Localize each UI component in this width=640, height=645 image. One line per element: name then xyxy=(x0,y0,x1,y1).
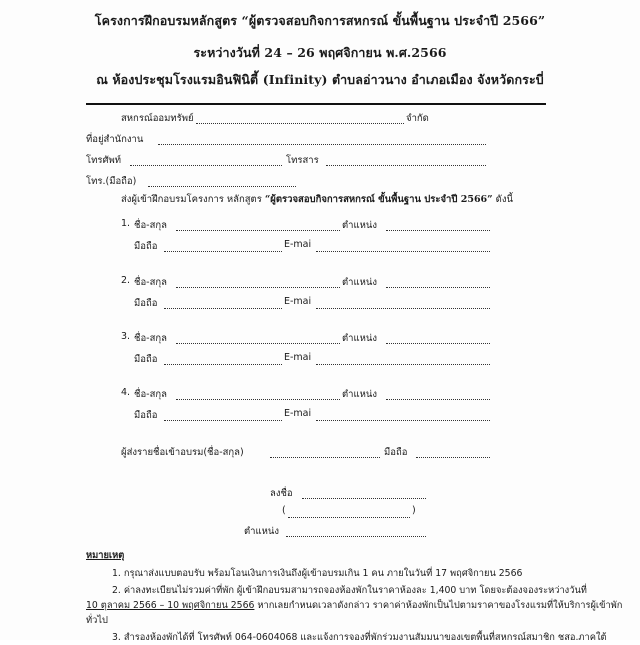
participant-3-name-label: ชื่อ-สกุล xyxy=(134,333,167,344)
participant-2-position-label: ตำแหน่ง xyxy=(342,277,378,288)
note-2-line-2 xyxy=(86,598,622,613)
participant-3-mobile-label: มือถือ xyxy=(134,354,158,365)
intro-lead: ส่งผู้เข้าฝึกอบรมโครงการ หลักสูตร xyxy=(121,194,262,205)
note-2-rest: หากเลยกำหนดเวลาดังกล่าว ราคาค่าห้องพักเป็นไปตามราคาของโรงแรมที่ให้บริการผู้เข้าพัก xyxy=(257,600,623,611)
participant-2-email-field[interactable] xyxy=(316,308,490,309)
signer-position-field[interactable] xyxy=(286,536,426,537)
phone-label: โทรศัพท์ xyxy=(86,155,122,166)
participant-2-email-label: E-mai xyxy=(284,296,312,307)
participant-3-email-field[interactable] xyxy=(316,364,490,365)
participant-1-email-field[interactable] xyxy=(316,251,490,252)
address-field[interactable] xyxy=(158,144,486,145)
participant-3-mobile-field[interactable] xyxy=(164,364,282,365)
participant-1-email-label: E-mai xyxy=(284,239,312,250)
participant-2-mobile-label: มือถือ xyxy=(134,298,158,309)
fax-label: โทรสาร xyxy=(286,155,319,166)
participant-1-name-label: ชื่อ-สกุล xyxy=(134,220,167,231)
participant-1-name-field[interactable] xyxy=(176,230,340,231)
note-1: 1. กรุณาส่งแบบตอบรับ พร้อมโอนเงินการเงินถึงผู้เข้าอบรมเกิน 1 คน ภายในวันที่ 17 พฤศจิกายน 2566 xyxy=(112,568,523,579)
sender-label: ผู้ส่งรายชื่อเข้าอบรม(ชื่อ-สกุล) xyxy=(121,447,244,458)
participant-3-email-label: E-mai xyxy=(284,352,312,363)
form-date-line: ระหว่างวันที่ 24 – 26 พฤศจิกายน พ.ศ.2566 xyxy=(193,45,447,60)
sender-mobile-label: มือถือ xyxy=(384,447,408,458)
sign-paren-close: ) xyxy=(412,505,416,516)
participant-4-position-label: ตำแหน่ง xyxy=(342,389,378,400)
participant-3-position-label: ตำแหน่ง xyxy=(342,333,378,344)
sign-label: ลงชื่อ xyxy=(270,488,293,499)
fax-field[interactable] xyxy=(326,165,486,166)
participant-1-position-label: ตำแหน่ง xyxy=(342,220,378,231)
participant-4-name-field[interactable] xyxy=(176,399,340,400)
notes-heading: หมายเหตุ xyxy=(86,550,125,561)
participant-2-num: 2. xyxy=(121,275,131,286)
sender-name-field[interactable] xyxy=(270,457,380,458)
participant-1-mobile-label: มือถือ xyxy=(134,241,158,252)
coop-label: สหกรณ์ออมทรัพย์ xyxy=(121,113,194,124)
note-3: 3. สำรองห้องพักได้ที่ โทรศัพท์ 064-0604068 และแจ้งการจองที่พักร่วมงานสัมมนาของเขตพื้นที่สหกรณ์สมาชิก ชสอ.ภาคใต้ xyxy=(112,632,607,643)
signer-name-field[interactable] xyxy=(288,517,410,518)
form-title: โครงการฝึกอบรมหลักสูตร “ผู้ตรวจสอบกิจการสหกรณ์ ขั้นพื้นฐาน ประจำปี 2566” xyxy=(94,13,546,28)
participant-1-mobile-field[interactable] xyxy=(164,251,282,252)
intro-line xyxy=(121,192,513,207)
signature-field[interactable] xyxy=(302,498,426,499)
note-2-line-1: 2. ค่าลงทะเบียนไม่รวมค่าที่พัก ผู้เข้าฝึกอบรมสามารถจองห้องพักในราคาห้องละ 1,400 บาท โดยจะต้องจองระหว่างวันที่ xyxy=(112,585,587,596)
participant-2-mobile-field[interactable] xyxy=(164,308,282,309)
intro-tail: ดังนี้ xyxy=(495,194,513,205)
participant-4-num: 4. xyxy=(121,387,131,398)
participant-1-position-field[interactable] xyxy=(386,230,490,231)
participant-3-num: 3. xyxy=(121,331,131,342)
sender-mobile-field[interactable] xyxy=(416,457,490,458)
sign-position-label: ตำแหน่ง xyxy=(244,526,280,537)
participant-3-position-field[interactable] xyxy=(386,343,490,344)
participant-4-email-field[interactable] xyxy=(316,420,490,421)
coop-suffix: จำกัด xyxy=(406,113,429,124)
coop-name-field[interactable] xyxy=(196,123,404,124)
participant-4-email-label: E-mai xyxy=(284,408,312,419)
participant-4-position-field[interactable] xyxy=(386,399,490,400)
participant-1-num: 1. xyxy=(121,218,131,229)
participant-2-name-field[interactable] xyxy=(176,287,340,288)
participant-4-mobile-label: มือถือ xyxy=(134,410,158,421)
participant-3-name-field[interactable] xyxy=(176,343,340,344)
note-2-deadline: 10 ตุลาคม 2566 – 10 พฤศจิกายน 2566 xyxy=(86,600,255,611)
intro-course: “ผู้ตรวจสอบกิจการสหกรณ์ ขั้นพื้นฐาน ประจำปี 2566” xyxy=(264,194,493,205)
sign-paren-open: ( xyxy=(282,505,286,516)
participant-2-name-label: ชื่อ-สกุล xyxy=(134,277,167,288)
header-divider xyxy=(86,103,546,105)
participant-4-name-label: ชื่อ-สกุล xyxy=(134,389,167,400)
mobile-label: โทร.(มือถือ) xyxy=(86,176,137,187)
participant-4-mobile-field[interactable] xyxy=(164,420,282,421)
address-label: ที่อยู่สำนักงาน xyxy=(86,134,144,145)
participant-2-position-field[interactable] xyxy=(386,287,490,288)
mobile-field[interactable] xyxy=(148,186,296,187)
note-2-line-3: ทั่วไป xyxy=(86,615,108,626)
phone-field[interactable] xyxy=(130,165,282,166)
form-venue-line: ณ ห้องประชุมโรงแรมอินฟินิตี้ (Infinity) ตำบลอ่าวนาง อำเภอเมือง จังหวัดกระบี่ xyxy=(96,72,544,87)
